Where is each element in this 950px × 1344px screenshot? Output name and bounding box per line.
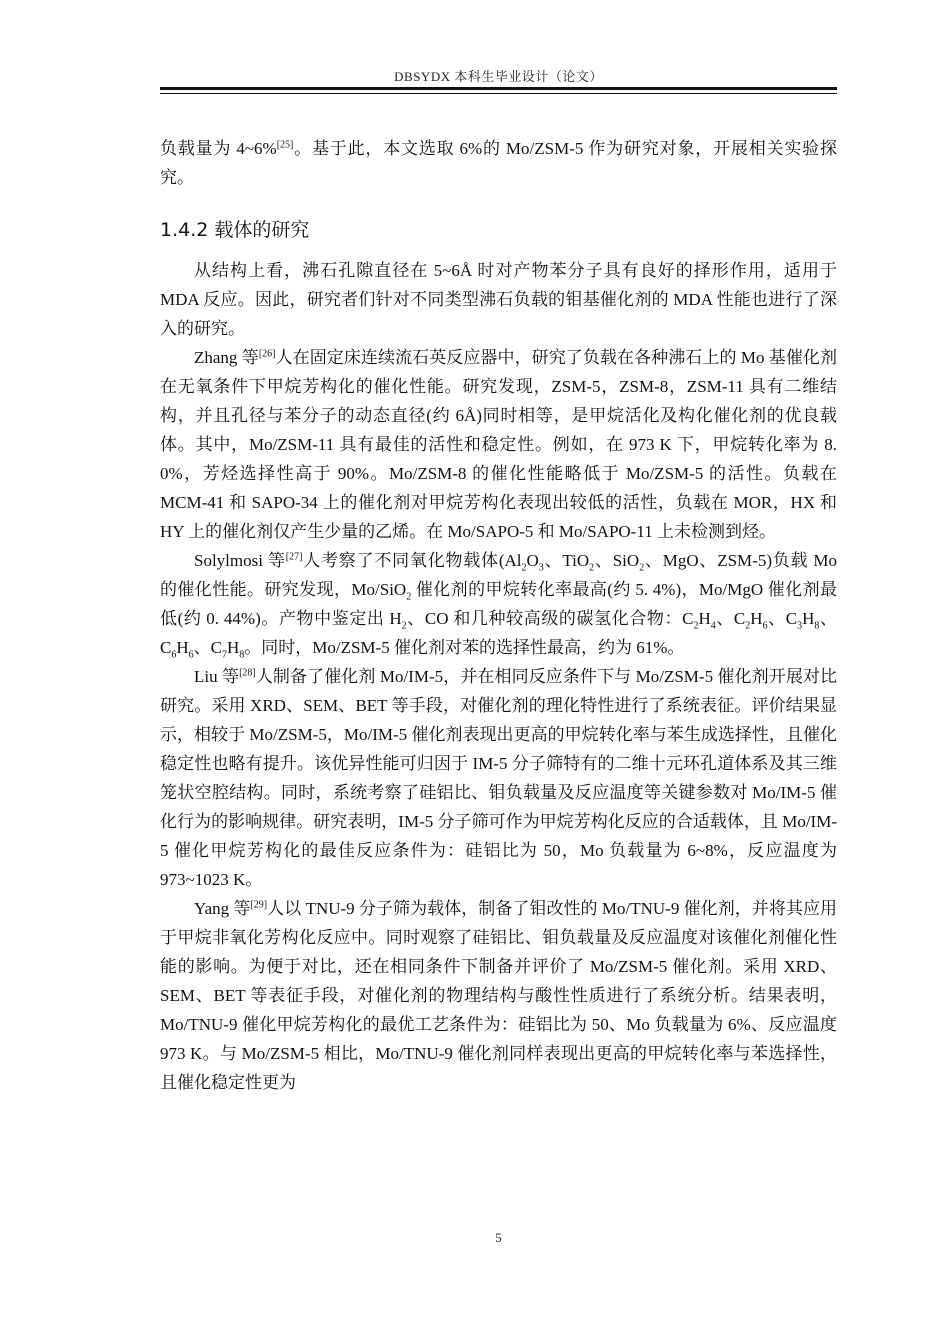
citation-29: [29] [250,899,268,911]
paragraph-yang: Yang 等[29]人以 TNU-9 分子筛为载体，制备了钼改性的 Mo/TNU-9 催化剂，并将其应用于甲烷非氧化芳构化反应中。同时观察了硅铝比、钼负载量及反应温度对该催化剂催化性能的影响。为便于对比，还在相同条件下制备并评价了 Mo/ZSM-5 催化剂。采用 XRD、SEM、BET 等表征手段，对催化剂的物理结构与酸性性质进行了系统分析。结果表明，Mo/TNU-9 催化甲烷芳构化的最优工艺条件为：硅铝比为 50、Mo 负载量为 6%、反应温度 973 K。与 Mo/ZSM-5 相比，Mo/TNU-9 催化剂同样表现出更高的甲烷转化率与苯选择性，且催化稳定性更为 [160,899,837,1092]
page-number: 5 [495,1230,502,1245]
paragraph-continued: 负载量为 4~6%[25]。基于此，本文选取 6%的 Mo/ZSM-5 作为研究对象，开展相关实验探究。 [160,139,838,187]
paragraph-solylmosi: Solylmosi 等[27]人考察了不同氧化物载体($Al_2O_3$、TiO$_2$、SiO$_2$、MgO、ZSM-5)负载 Mo 的催化性能。研究发现，Mo/SiO$_2$ 催化剂的甲烷转化率最高(约 5. 4%)，Mo/MgO 催化剂最低(约 0. 44%)。产物中鉴定出 $H_2$、CO 和几种较高级的碳氢化合物：$C_2H_4$、$C_2H_6$、$C_3H_8$、$C_6H_6$、$C_7H_8$。同时，Mo/ZSM-5 催化剂对苯的选择性最高，约为 61%。 [160,551,838,661]
paragraph-structure: 从结构上看，沸石孔隙直径在 5~6Å 时对产物苯分子具有良好的择形作用，适用于 MDA 反应。因此，研究者们针对不同类型沸石负载的钼基催化剂的 MDA 性能也进行了深入的研究。 [160,261,837,338]
header-rule-thin [160,93,837,94]
citation-28: [28] [239,667,256,679]
citation-26: [26] [258,348,276,360]
paragraph-zhang: Zhang 等[26]人在固定床连续流石英反应器中，研究了负载在各种沸石上的 Mo 基催化剂在无氧条件下甲烷芳构化的催化性能。研究发现，ZSM-5，ZSM-8，ZSM-11 具有二维结构，并且孔径与苯分子的动态直径(约 6Å)同时相等，是甲烷活化及构化催化剂的优良载体。其中，Mo/ZSM-11 具有最佳的活性和稳定性。例如，在 973 K 下，甲烷转化率为 8. 0%，芳烃选择性高于 90%。Mo/ZSM-8 的催化性能略低于 Mo/ZSM-5 的活性。负载在 MCM-41 和 SAPO-34 上的催化剂对甲烷芳构化表现出较低的活性，负载在 MOR，HX 和 HY 上的催化剂仅产生少量的乙烯。在 Mo/SAPO-5 和 Mo/SAPO-11 上未检测到烃。 [160,348,837,541]
header-rule-thick [160,87,837,90]
paragraph-liu: Liu 等[28]人制备了催化剂 Mo/IM-5，并在相同反应条件下与 Mo/ZSM-5 催化剂开展对比研究。采用 XRD、SEM、BET 等手段，对催化剂的理化特性进行了系统表征。评价结果显示，相较于 Mo/ZSM-5，Mo/IM-5 催化剂表现出更高的甲烷转化率与苯生成选择性，且催化稳定性也略有提升。该优异性能可归因于 IM-5 分子筛特有的二维十元环孔道体系及其三维笼状空腔结构。同时，系统考察了硅铝比、钼负载量及反应温度等关键参数对 Mo/IM-5 催化行为的影响规律。研究表明，IM-5 分子筛可作为甲烷芳构化反应的合适载体，且 Mo/IM-5 催化甲烷芳构化的最佳反应条件为：硅铝比为 50，Mo 负载量为 6~8%，反应温度为 973~1023 K。 [160,667,838,889]
body-content [160,134,837,1097]
citation-27: [27] [285,551,303,563]
section-heading: 1.4.2 载体的研究 [160,219,310,241]
citation-25: [25] [276,139,294,151]
running-header: DBSYDX 本科生毕业设计（论文） [394,69,603,84]
